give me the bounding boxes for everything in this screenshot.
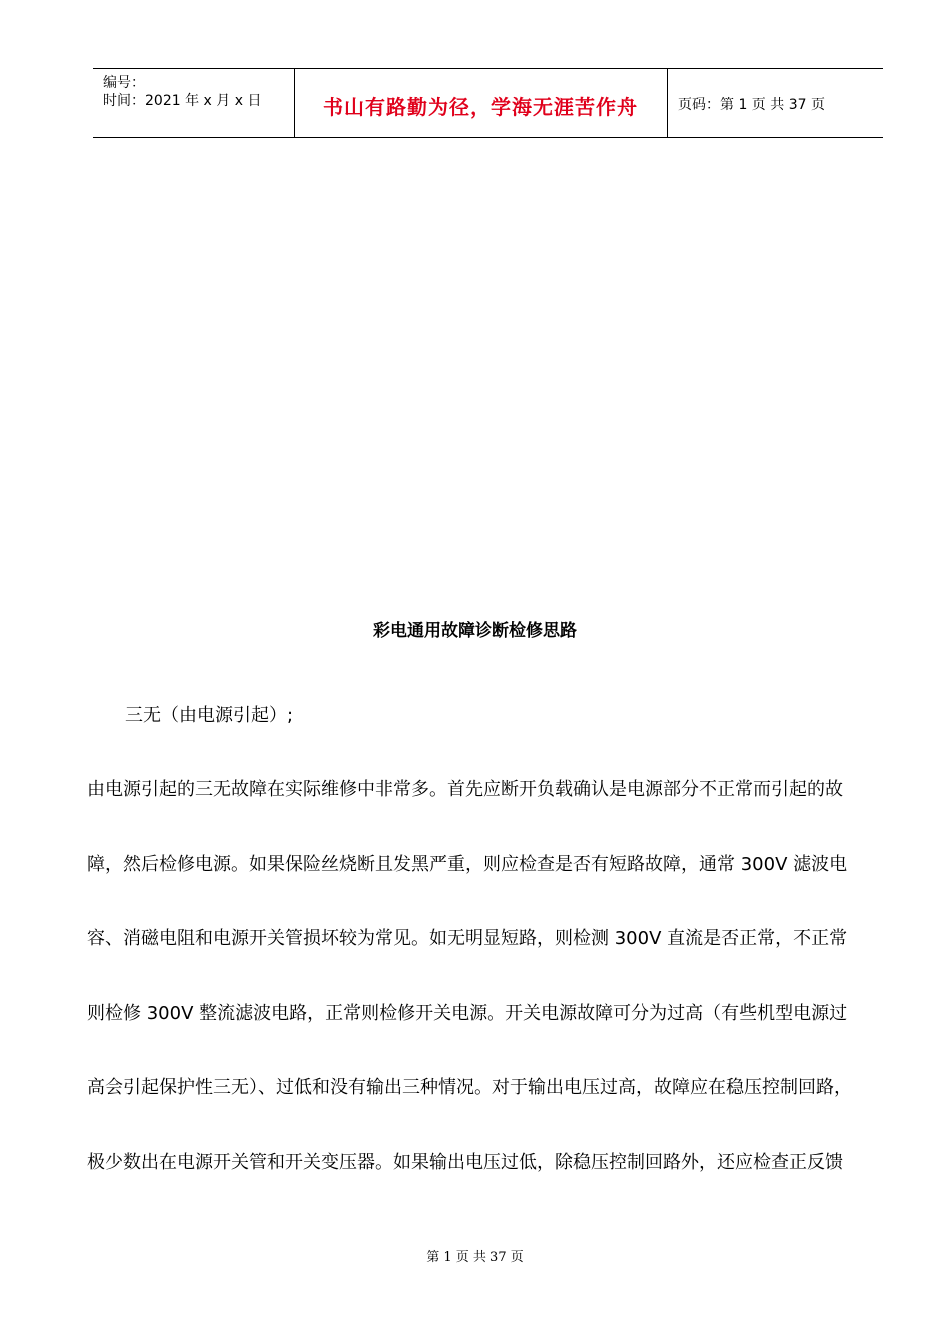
document-number-label: 编号：: [103, 75, 145, 91]
header-motto: 书山有路勤为径，学海无涯苦作舟: [323, 95, 638, 119]
page-header: [93, 68, 883, 138]
body-line: 高会引起保护性三无）、过低和没有输出三种情况。对于输出电压过高，故障应在稳压控制回路，: [87, 1077, 852, 1098]
body-line: 障，然后检修电源。如果保险丝烧断且发黑严重，则应检查是否有短路故障，通常 300V 滤波电: [87, 854, 848, 875]
header-info-cell: [93, 69, 295, 137]
header-page-cell: [668, 69, 883, 137]
body-line: 极少数出在电源开关管和开关变压器。如果输出电压过低，除稳压控制回路外，还应检查正反馈: [87, 1152, 843, 1173]
body-line: 则检修 300V 整流滤波电路，正常则检修开关电源。开关电源故障可分为过高（有些机型电源过: [87, 1003, 848, 1024]
body-line: 容、消磁电阻和电源开关管损坏较为常见。如无明显短路，则检测 300V 直流是否正常，不正常: [87, 928, 848, 949]
document-title: 彩电通用故障诊断检修思路: [373, 621, 577, 641]
body-line: 由电源引起的三无故障在实际维修中非常多。首先应断开负载确认是电源部分不正常而引起的故: [87, 779, 843, 800]
document-time: 时间：2021 年 x 月 x 日: [103, 93, 262, 109]
header-page-code: 页码：第 1 页 共 37 页: [678, 97, 825, 113]
header-motto-cell: [294, 69, 668, 137]
page-footer: 第 1 页 共 37 页: [426, 1250, 524, 1265]
section-subheading: 三无（由电源引起）;: [125, 705, 294, 726]
